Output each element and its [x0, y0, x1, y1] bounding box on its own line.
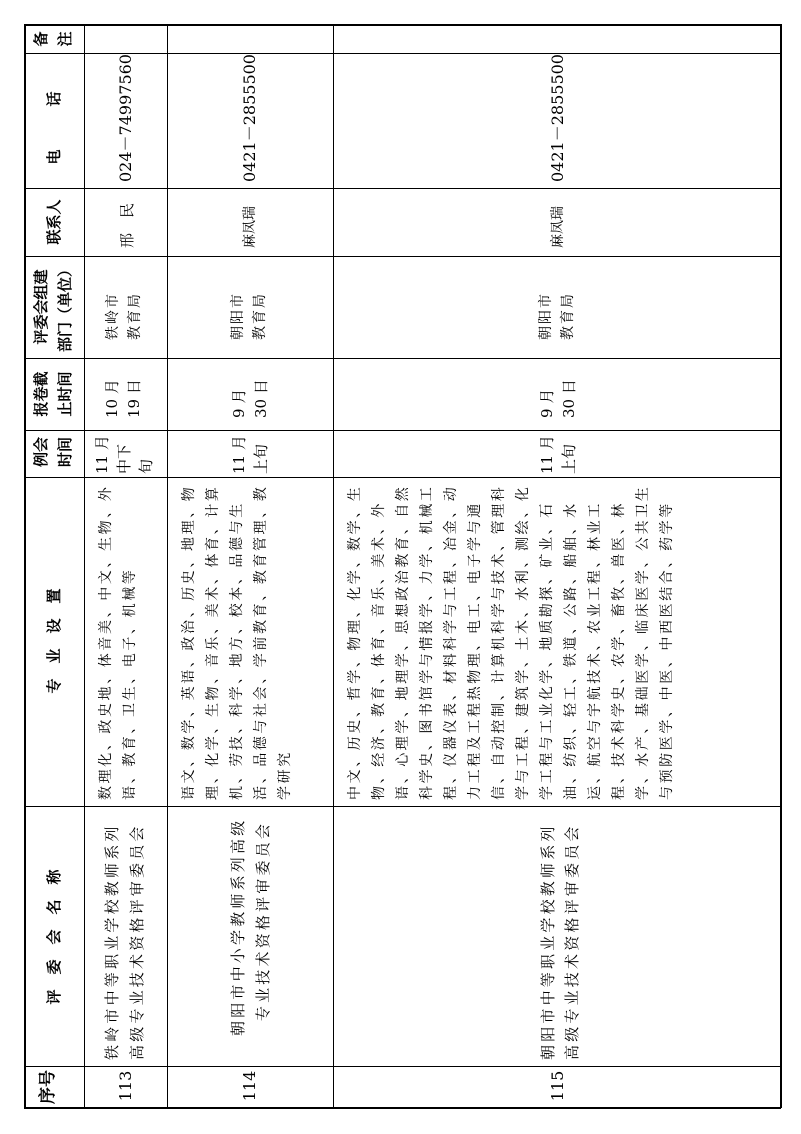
- header-org-unit-line1: 评委会组建: [32, 269, 50, 345]
- row-divider: [24, 358, 781, 359]
- row-114-deadline-line2: 30 日: [252, 379, 270, 418]
- border-top: [24, 24, 781, 26]
- row-divider: [24, 1066, 781, 1067]
- row-115-seq: 115: [548, 1070, 567, 1102]
- row-113-deadline-line2: 19 日: [125, 379, 143, 418]
- row-divider: [24, 188, 781, 189]
- row-115-committee-line1: 朝阳市中等职业学校教师系列: [539, 823, 557, 1060]
- col-divider: [333, 24, 334, 1108]
- row-115-org-line1: 朝阳市: [538, 292, 554, 340]
- col-divider: [167, 24, 168, 1108]
- row-114-deadline-line1: 9 月: [230, 388, 248, 418]
- row-113-phone: 024－74997560: [116, 54, 135, 182]
- row-113-meeting-line1: 11 月: [93, 435, 111, 474]
- row-113-org-line1: 铁岭市: [105, 292, 121, 340]
- row-115-phone: 0421－2855500: [548, 54, 567, 182]
- header-meeting-time-line2: 时间: [56, 437, 74, 468]
- row-divider: [24, 53, 781, 54]
- row-113-committee-line1: 铁岭市中等职业学校教师系列: [103, 823, 121, 1060]
- row-114-contact: 麻凤瑞: [242, 206, 258, 248]
- row-divider: [24, 806, 781, 807]
- row-114-org-line2: 教育局: [252, 292, 268, 340]
- col-divider: [84, 24, 85, 1108]
- header-deadline-line2: 止时间: [56, 371, 74, 417]
- row-114-meeting-line2: 上旬: [252, 443, 270, 474]
- row-114-majors: 语文、数学、英语、政治、历史、地理、物理、化学、生物、音乐、美术、体育、计算机、劳技、科学、地方、校本、品德与生活、品德与社会、学前教育、教育管理、教学研究: [181, 484, 293, 800]
- header-phone: 电 话: [45, 77, 63, 165]
- row-divider: [24, 430, 781, 431]
- header-majors: 专 业 设 置: [45, 588, 63, 694]
- row-113-org-line2: 教育局: [127, 292, 143, 340]
- row-divider: [24, 256, 781, 257]
- row-115-committee-line2: 高级专业技术资格评审委员会: [563, 823, 581, 1060]
- header-org-unit-line2: 部门（单位）: [56, 262, 74, 353]
- row-114-org-line1: 朝阳市: [230, 292, 246, 340]
- row-113-meeting-line2: 中下: [115, 443, 133, 474]
- row-114-committee-line2: 专业技术资格评审委员会: [254, 820, 272, 1022]
- row-114-committee-line1: 朝阳市中小学教师系列高级: [229, 817, 247, 1036]
- header-remark-line2: 注: [56, 31, 74, 47]
- header-committee-name: 评 委 会 名 称: [45, 869, 63, 1005]
- row-115-contact: 麻凤瑞: [550, 206, 566, 248]
- row-113-committee-line2: 高级专业技术资格评审委员会: [128, 823, 146, 1060]
- row-115-majors: 中文、历史、哲学、物理、化学、数学、生物、经济、教育、体育、音乐、美术、外语、心理学、地理学、思想政治教育、自然科学史、图书馆学与情报学、力学、机械工程、仪器仪表、材料科学与工程、冶金、动力工程及工程热物理、电工、电子学与通信、自动控制、计算机科学与技术、管理科学与工程、建筑学、土木、水利、测绘、化学工程与工业化学、地质勘探、矿业、石油、纺织、轻工、铁道、公路、船舶、水运、航空与宇航技术、农业工程、林业工程、技术科学史、农学、畜牧、兽医、林学、水产、基础医学、临床医学、公共卫生与预防医学、中医、中西医结合、药学等: [347, 484, 675, 800]
- row-113-seq: 113: [116, 1070, 135, 1102]
- header-remark-line1: 备: [32, 31, 50, 47]
- row-115-deadline-line1: 9 月: [538, 388, 556, 418]
- row-115-meeting-line1: 11 月: [538, 435, 556, 474]
- row-115-deadline-line2: 30 日: [560, 379, 578, 418]
- row-113-meeting-line3: 旬: [137, 458, 155, 474]
- border-bottom: [24, 1107, 781, 1109]
- row-114-seq: 114: [240, 1070, 259, 1102]
- row-113-majors: 数理化、政史地、体音美、中文、生物、外语、教育、卫生、电子、机械等: [98, 484, 138, 800]
- header-contact: 联系人: [45, 199, 63, 245]
- header-meeting-time-line1: 例会: [32, 437, 50, 468]
- header-seq: 序号: [38, 1070, 58, 1104]
- row-114-phone: 0421－2855500: [240, 54, 259, 182]
- row-113-deadline-line1: 10 月: [103, 379, 121, 418]
- border-right: [780, 24, 782, 1108]
- row-113-contact: 邢 民: [118, 202, 136, 248]
- row-divider: [24, 477, 781, 478]
- header-deadline-line1: 报卷截: [32, 371, 50, 417]
- row-115-org-line2: 教育局: [560, 292, 576, 340]
- border-left: [24, 24, 26, 1108]
- row-114-meeting-line1: 11 月: [230, 435, 248, 474]
- row-115-meeting-line2: 上旬: [560, 443, 578, 474]
